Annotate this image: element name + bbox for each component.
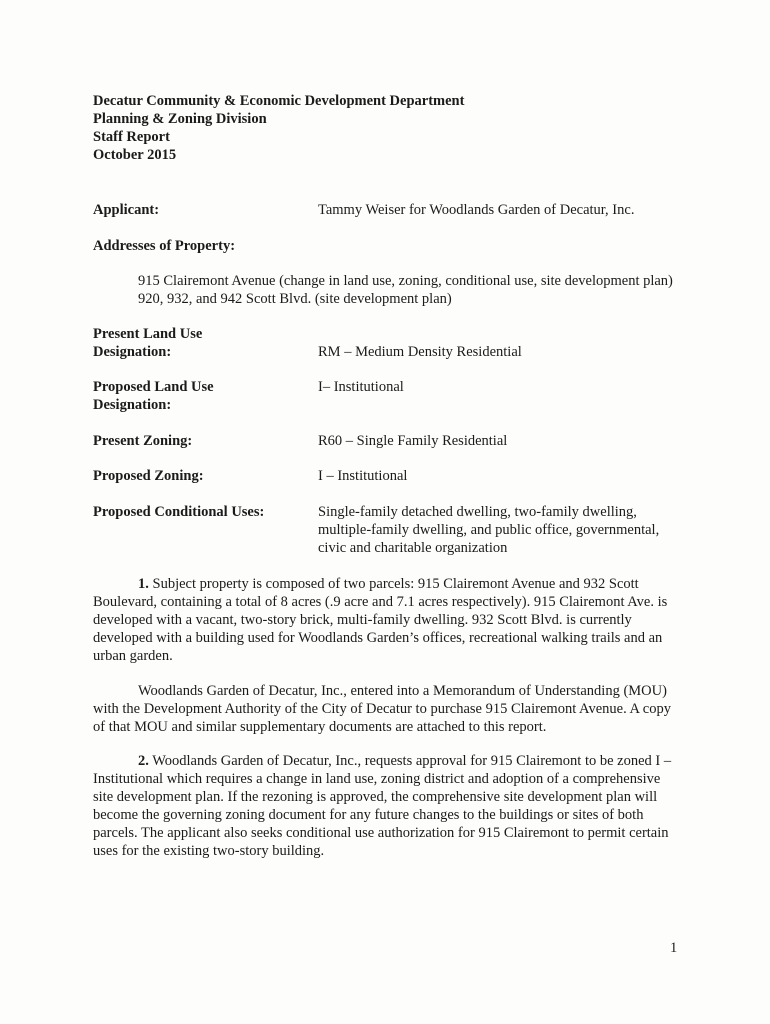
present-land-use-label-line2: Designation: [93,344,172,360]
paragraph-2 [93,682,678,736]
division-name: Planning & Zoning Division [93,111,267,127]
address-line-1: 915 Clairemont Avenue (change in land use, zoning, conditional use, site development plan) [138,273,673,289]
paragraph-3-text: Woodlands Garden of Decatur, Inc., requests approval for 915 Clairemont to be zoned I – Institutional which requires a change in land use, zoning district and adoption of a comprehensive site development plan. If the rezoning is approved, the comprehensive site development plan will become the governing zoning document for any future changes to the buildings or sites of both parcels. The applicant also seeks conditional use authorization for 915 Clairemont to permit certain uses for the existing two-story building. [93,753,672,859]
addresses-row [93,237,703,255]
proposed-land-use-row [93,378,703,414]
paragraph-3-number: 2. [138,753,149,769]
present-zoning-value: R60 – Single Family Residential [318,433,508,449]
paragraph-1 [93,575,678,665]
report-header [93,92,464,164]
paragraph-1-text: Subject property is composed of two parcels: 915 Clairemont Avenue and 932 Scott Boulevard, containing a total of 8 acres (.9 acre and 7.1 acres respectively). 915 Clairemont Ave. is developed with a vacant, two-story brick, multi-family dwelling. 932 Scott Blvd. is currently developed with a building used for Woodlands Garden’s offices, recreational walking trails and an urban garden. [93,576,668,664]
addresses-label: Addresses of Property: [93,238,236,254]
conditional-uses-label: Proposed Conditional Uses: [93,504,265,520]
proposed-land-use-value: I– Institutional [318,379,404,395]
present-land-use-label [93,325,313,361]
proposed-land-use-label-line1: Proposed Land Use [93,379,214,395]
present-zoning-label: Present Zoning: [93,433,193,449]
report-date: October 2015 [93,147,177,163]
conditional-uses-value: Single-family detached dwelling, two-family dwelling, multiple-family dwelling, and public office, governmental, civic and charitable organization [318,504,660,556]
present-land-use-row [93,325,703,361]
page-number: 1 [670,940,678,956]
proposed-zoning-label: Proposed Zoning: [93,468,204,484]
conditional-uses-row [93,503,703,557]
department-name: Decatur Community & Economic Development Department [93,93,465,109]
proposed-zoning-value: I – Institutional [318,468,408,484]
applicant-label: Applicant: [93,202,160,218]
present-zoning-row [93,432,703,450]
present-land-use-label-line1: Present Land Use [93,326,203,342]
paragraph-3 [93,752,678,860]
applicant-value: Tammy Weiser for Woodlands Garden of Decatur, Inc. [318,202,635,218]
proposed-zoning-row [93,467,703,485]
present-land-use-value: RM – Medium Density Residential [318,344,522,360]
paragraph-2-text: Woodlands Garden of Decatur, Inc., entered into a Memorandum of Understanding (MOU) with the Development Authority of the City of Decatur to purchase 915 Clairemont Avenue. A copy of that MOU and similar supplementary documents are attached to this report. [93,683,671,735]
applicant-row [93,201,703,219]
report-type: Staff Report [93,129,170,145]
paragraph-1-number: 1. [138,576,149,592]
addresses-list [138,272,673,308]
proposed-land-use-label [93,378,313,414]
proposed-land-use-label-line2: Designation: [93,397,172,413]
address-line-2: 920, 932, and 942 Scott Blvd. (site development plan) [138,291,452,307]
